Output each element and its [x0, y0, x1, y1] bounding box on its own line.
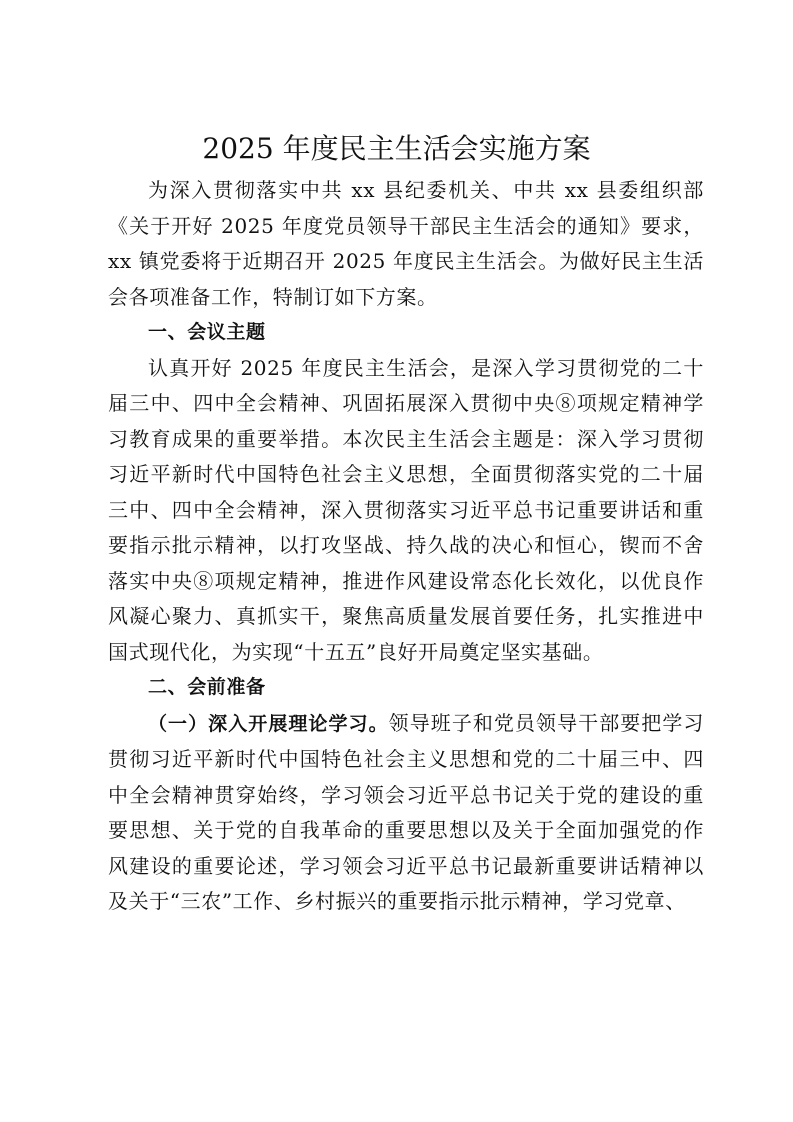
section-heading-preparation: 二、会前准备	[148, 676, 266, 698]
theme-paragraph: 认真开好 2025 年度民主生活会，是深入学习贯彻党的二十届三中、四中全会精神、巩固拓展深入贯彻中央⑧项规定精神学习教育成果的重要举措。本次民主生活会主题是：深入学习贯彻习近平新时代中国特色社会主义思想，全面贯彻落实党的二十届三中、四中全会精神，深入贯彻落实习近平总书记重要讲话和重要指示批示精神，以打攻坚战、持久战的决心和恒心，锲而不舍落实中央⑧项规定精神，推进作风建设常态化长效化，以优良作风凝心聚力、真抓实干，聚焦高质量发展首要任务，扎实推进中国式现代化，为实现“十五五”良好开局奠定坚实基础。	[108, 355, 704, 664]
item-lead-theory-study: （一）深入开展理论学习。	[148, 712, 389, 735]
document-body	[108, 173, 704, 920]
section-heading-theme: 一、会议主题	[148, 321, 266, 343]
item-body-theory-study: 领导班子和党员领导干部要把学习贯彻习近平新时代中国特色社会主义思想和党的二十届三中、四中全会精神贯穿始终，学习领会习近平总书记关于党的建设的重要思想、关于党的自我革命的重要思想以及关于全面加强党的作风建设的重要论述，学习领会习近平总书记最新重要讲话精神以及关于“三农”工作、乡村振兴的重要指示批示精神，学习党章、	[108, 710, 705, 913]
intro-paragraph: 为深入贯彻落实中共 xx 县纪委机关、中共 xx 县委组织部《关于开好 2025 年度党员领导干部民主生活会的通知》要求，xx 镇党委将于近期召开 2025 年度民主生活会。为做好民主生活会各项准备工作，特制订如下方案。	[108, 178, 704, 309]
document-title: 2025 年度民主生活会实施方案	[202, 132, 591, 165]
preparation-paragraph	[108, 706, 704, 920]
